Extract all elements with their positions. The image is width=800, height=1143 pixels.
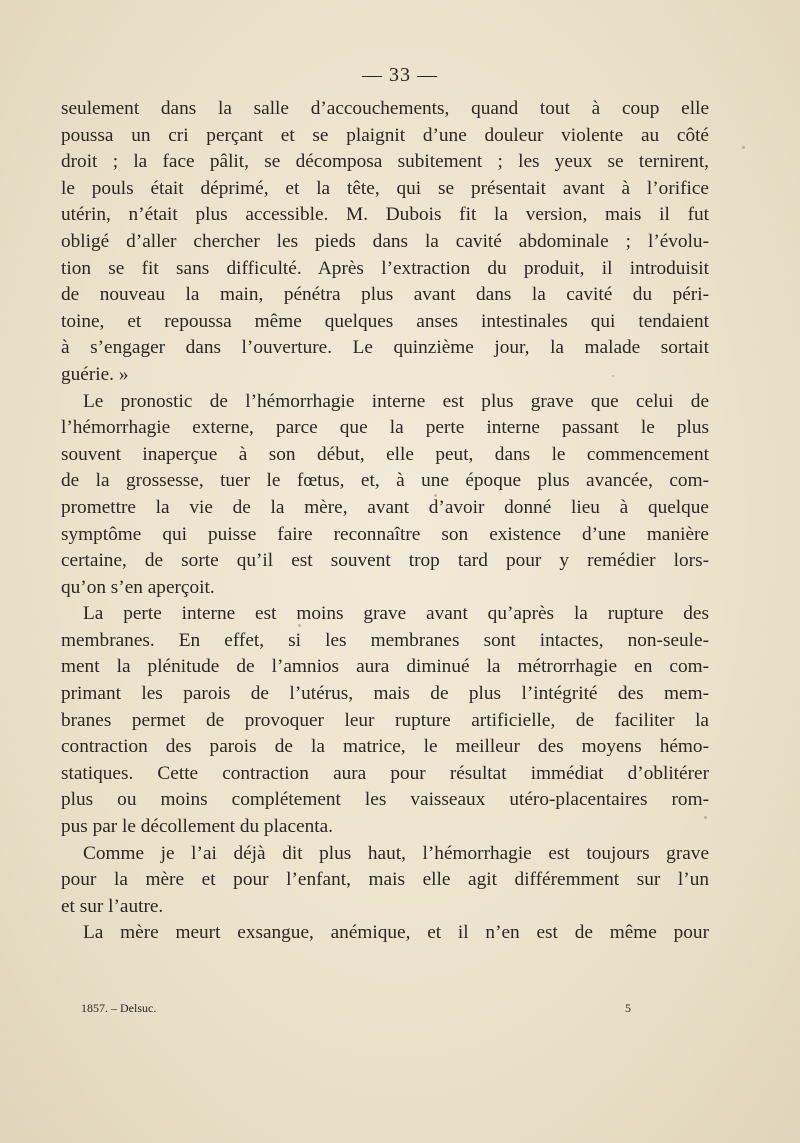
text-line: contraction des parois de la matrice, le meilleur des moyens hémo-	[61, 736, 709, 758]
page-number-header: — 33 —	[362, 64, 438, 86]
text-line: pour la mère et pour l’enfant, mais elle agit différemment sur l’un	[61, 869, 709, 891]
text-line: qu’on s’en aperçoit.	[61, 576, 215, 598]
text-line: plus ou moins complétement les vaisseaux utéro-placentaires rom-	[61, 789, 709, 811]
text-line: poussa un cri perçant et se plaignit d’une douleur violente au côté	[61, 124, 709, 146]
text-line: à s’engager dans l’ouverture. Le quinzième jour, la malade sortait	[61, 337, 709, 359]
text-line: ment la plénitude de l’amnios aura diminué la métrorrhagie en com-	[61, 656, 709, 678]
text-line: pus par le décollement du placenta.	[61, 816, 333, 838]
page-footer	[81, 1001, 631, 1016]
paragraph	[61, 920, 709, 947]
text-line: La perte interne est moins grave avant qu’après la rupture des	[83, 603, 709, 625]
text-line: tion se fit sans difficulté. Après l’extraction du produit, il introduisit	[61, 257, 709, 279]
text-line: certaine, de sorte qu’il est souvent trop tard pour y remédier lors-	[61, 550, 709, 572]
text-line: de nouveau la main, pénétra plus avant dans la cavité du péri-	[61, 284, 709, 306]
text-line: primant les parois de l’utérus, mais de plus l’intégrité des mem-	[61, 683, 709, 705]
text-line: droit ; la face pâlit, se décomposa subitement ; les yeux se ternirent,	[61, 151, 709, 173]
text-line: et sur l’autre.	[61, 895, 164, 917]
text-line: guérie. »	[61, 363, 129, 385]
text-line: branes permet de provoquer leur rupture artificielle, de faciliter la	[61, 709, 709, 731]
text-line: Le pronostic de l’hémorrhagie interne est plus grave que celui de	[83, 390, 709, 412]
paragraph	[61, 601, 709, 840]
text-line: de la grossesse, tuer le fœtus, et, à une époque plus avancée, com-	[61, 470, 709, 492]
text-line: utérin, n’était plus accessible. M. Dubois fit la version, mais il fut	[61, 204, 709, 226]
text-line: statiques. Cette contraction aura pour résultat immédiat d’oblitérer	[61, 762, 709, 784]
body-text	[61, 96, 709, 947]
text-line: promettre la vie de la mère, avant d’avoir donné lieu à quelque	[61, 496, 709, 518]
text-line: symptôme qui puisse faire reconnaître son existence d’une manière	[61, 523, 709, 545]
text-line: l’hémorrhagie externe, parce que la perte interne passant le plus	[61, 417, 709, 439]
text-line: seulement dans la salle d’accouchements, quand tout à coup elle	[61, 98, 709, 119]
signature-mark: 1857. – Delsuc.	[81, 1001, 157, 1015]
paragraph	[61, 96, 709, 389]
text-line: souvent inaperçue à son début, elle peut, dans le commencement	[61, 443, 709, 465]
paragraph	[61, 389, 709, 602]
paragraph	[61, 841, 709, 921]
text-line: Comme je l’ai déjà dit plus haut, l’hémorrhagie est toujours grave	[83, 842, 709, 864]
text-line: toine, et repoussa même quelques anses intestinales qui tendaient	[61, 310, 709, 332]
text-line: membranes. En effet, si les membranes sont intactes, non-seule-	[61, 629, 709, 651]
signature-number: 5	[625, 1001, 631, 1015]
text-line: obligé d’aller chercher les pieds dans la cavité abdominale ; l’évolu-	[61, 230, 709, 252]
text-line: La mère meurt exsangue, anémique, et il n’en est de même pour	[83, 922, 709, 944]
text-line: le pouls était déprimé, et la tête, qui se présentait avant à l’orifice	[61, 177, 709, 199]
